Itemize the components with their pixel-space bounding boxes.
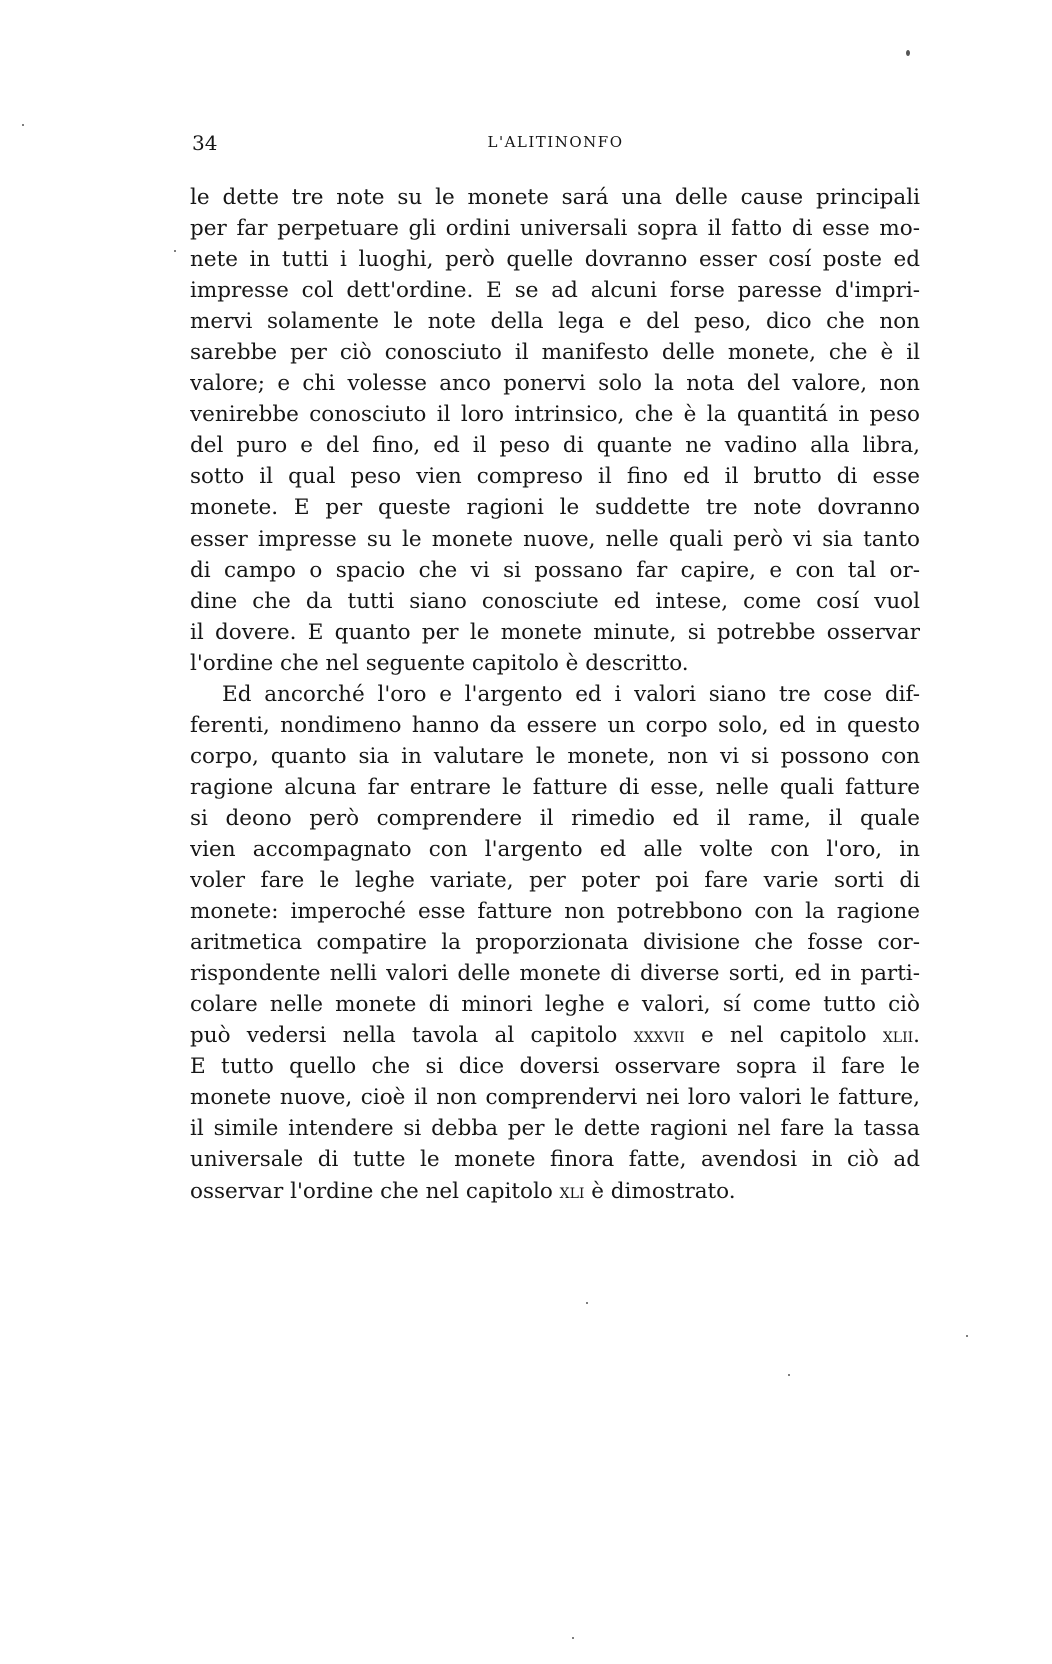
text-line: il dovere. E quanto per le monete minute, si potrebbe osservar <box>190 619 920 645</box>
text-line: sotto il qual peso vien compreso il fino ed il brutto di esse <box>190 464 920 490</box>
scan-speck <box>906 50 910 56</box>
text-line: valore; e chi volesse anco ponervi solo la nota del valore, non <box>190 371 920 397</box>
text-line: vien accompagnato con l'argento ed alle volte con l'oro, in <box>190 836 920 862</box>
text-line: può vedersi nella tavola al capitolo xxxvii e nel capitolo xlii. <box>190 1023 920 1049</box>
text-line: le dette tre note su le monete sará una delle cause principali <box>190 185 920 210</box>
scan-speck <box>174 250 176 252</box>
text-line: il simile intendere si debba per le dette ragioni nel fare la tassa <box>190 1116 920 1142</box>
text-line: esser impresse su le monete nuove, nelle quali però vi sia tanto <box>190 526 920 552</box>
running-title: L'ALITINONFO <box>487 133 624 151</box>
text-line: ferenti, nondimeno hanno da essere un corpo solo, ed in questo <box>190 712 920 738</box>
text-line: monete. E per queste ragioni le suddette tre note dovranno <box>190 495 920 521</box>
paragraph-1 <box>190 182 920 679</box>
chapter-numeral: xli <box>559 1178 585 1203</box>
text-line: osservar l'ordine che nel capitolo xli è dimostrato. <box>190 1178 736 1204</box>
text-line: ragione alcuna far entrare le fatture di esse, nelle quali fatture <box>190 774 920 800</box>
text-line: si deono però comprendere il rimedio ed il rame, il quale <box>190 805 920 831</box>
text-line: voler fare le leghe variate, per poter poi fare varie sorti di <box>190 868 920 894</box>
text-line: per far perpetuare gli ordini universali sopra il fatto di esse mo- <box>190 216 920 242</box>
scan-speck <box>788 1374 790 1376</box>
text-line: l'ordine che nel seguente capitolo è descritto. <box>190 650 689 676</box>
chapter-numeral: xxxvii <box>633 1023 685 1048</box>
text-line: monete nuove, cioè il non comprendervi nei loro valori le fatture, <box>190 1085 920 1111</box>
text-line: dine che da tutti siano conosciute ed intese, come cosí vuol <box>190 588 920 614</box>
text-line: rispondente nelli valori delle monete di diverse sorti, ed in parti- <box>190 961 920 987</box>
chapter-numeral: xlii <box>882 1023 914 1048</box>
scan-speck <box>586 1302 588 1304</box>
text-line: E tutto quello che si dice doversi osservare sopra il fare le <box>190 1054 920 1080</box>
scan-speck <box>572 1637 574 1639</box>
scan-speck <box>22 124 24 126</box>
text-line: sarebbe per ciò conosciuto il manifesto delle monete, che è il <box>190 340 920 366</box>
text-line: del puro e del fino, ed il peso di quante ne vadino alla libra, <box>190 433 920 459</box>
scan-speck <box>966 1335 968 1337</box>
body-text <box>190 182 920 1207</box>
page-number: 34 <box>192 131 218 155</box>
text-line: universale di tutte le monete finora fatte, avendosi in ciò ad <box>190 1147 920 1173</box>
text-line: monete: imperoché esse fatture non potrebbono con la ragione <box>190 899 920 925</box>
running-head <box>192 131 919 161</box>
text-line: colare nelle monete di minori leghe e valori, sí come tutto ciò <box>190 992 920 1018</box>
text-line: corpo, quanto sia in valutare le monete, non vi si possono con <box>190 743 920 769</box>
paragraph-2 <box>190 679 920 1207</box>
text-line: di campo o spacio che vi si possano far capire, e con tal or- <box>190 557 920 583</box>
text-line: nete in tutti i luoghi, però quelle dovranno esser cosí poste ed <box>190 247 920 273</box>
text-line: mervi solamente le note della lega e del peso, dico che non <box>190 309 920 335</box>
text-line: aritmetica compatire la proporzionata divisione che fosse cor- <box>190 930 920 956</box>
text-line: Ed ancorché l'oro e l'argento ed i valori siano tre cose dif- <box>222 681 920 707</box>
text-line: impresse col dett'ordine. E se ad alcuni forse paresse d'impri- <box>190 278 920 304</box>
text-line: venirebbe conosciuto il loro intrinsico, che è la quantitá in peso <box>190 402 920 428</box>
